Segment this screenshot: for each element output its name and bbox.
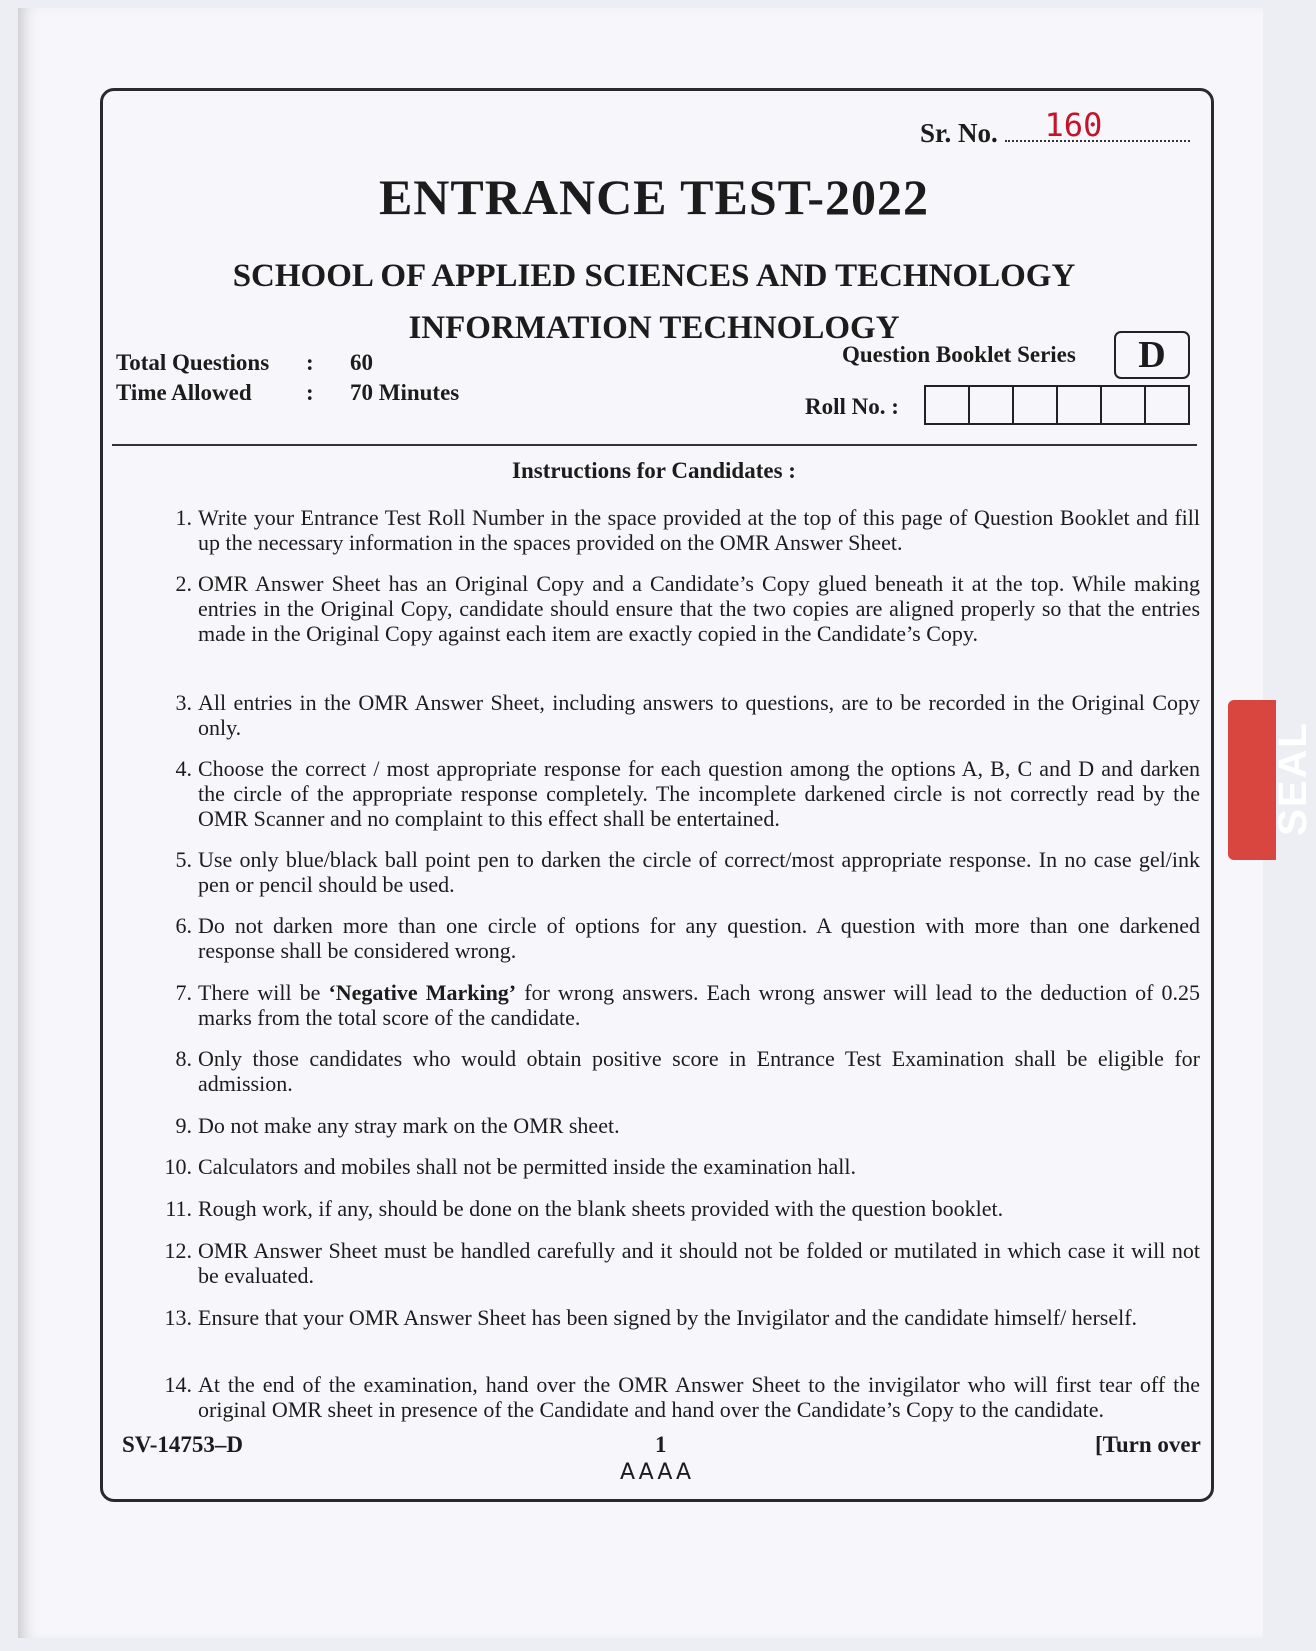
instruction-number: 3.	[175, 690, 192, 715]
roll-number-label: Roll No. :	[805, 394, 899, 419]
instruction-number: 13.	[164, 1305, 192, 1330]
instruction-text: Do not darken more than one circle of options for any question. A question with more than one darkened response shall be considered wrong.	[198, 913, 1200, 963]
instruction-text: Rough work, if any, should be done on the blank sheets provided with the question booklet.	[198, 1196, 1004, 1221]
negative-marking-emphasis: ‘Negative Marking’	[328, 980, 517, 1005]
serial-number	[920, 106, 1190, 149]
instruction-text: All entries in the OMR Answer Sheet, including answers to questions, are to be recorded in the Original Copy only.	[198, 690, 1200, 740]
instruction-text: Use only blue/black ball point pen to darken the circle of correct/most appropriate response. In no case gel/ink pen or pencil should be used.	[198, 847, 1200, 897]
instruction-item	[150, 1238, 1200, 1288]
instruction-number: 10.	[164, 1154, 192, 1179]
time-allowed-value: 70 Minutes	[350, 380, 460, 405]
time-allowed-label: Time Allowed	[116, 380, 252, 405]
instruction-number: 5.	[175, 847, 192, 872]
serial-number-line	[1005, 106, 1190, 144]
instruction-text: OMR Answer Sheet must be handled carefully and it should not be folded or mutilated in which case it will not be evaluated.	[198, 1238, 1200, 1288]
instruction-number: 4.	[175, 756, 192, 781]
roll-digit-box[interactable]	[1102, 387, 1146, 423]
instruction-number: 8.	[175, 1046, 192, 1071]
instructions-heading: Instructions for Candidates :	[512, 458, 796, 483]
roll-digit-box[interactable]	[1014, 387, 1058, 423]
instruction-number: 2.	[175, 571, 192, 596]
divider	[112, 444, 1197, 446]
instruction-text: Choose the correct / most appropriate response for each question among the options A, B, C and D and darken the circle of the appropriate response completely. The incomplete darkened circle is not correctly read by the OMR Scanner and no complaint to this effect shall be entertained.	[198, 756, 1200, 831]
series-marks: AAAA	[620, 1460, 695, 1485]
roll-digit-box[interactable]	[926, 387, 970, 423]
instruction-number: 9.	[175, 1113, 192, 1138]
instruction-item	[150, 505, 1200, 555]
roll-digit-box[interactable]	[970, 387, 1014, 423]
instruction-item	[150, 571, 1200, 646]
instruction-item	[150, 756, 1200, 831]
turn-over-label: [Turn over	[1095, 1432, 1201, 1457]
instruction-text-pre: There will be	[198, 980, 329, 1005]
instruction-item	[150, 847, 1200, 897]
instruction-item	[150, 1305, 1200, 1330]
series-box: D	[1114, 331, 1190, 379]
seal-text: SEAL	[1270, 721, 1315, 836]
time-allowed	[116, 380, 459, 406]
instruction-number: 1.	[175, 505, 192, 530]
instruction-text: At the end of the examination, hand over the OMR Answer Sheet to the invigilator who will first tear off the original OMR sheet in presence of the Candidate and hand over the Candidate’s Copy to the candidate.	[198, 1372, 1200, 1422]
instruction-number: 11.	[165, 1196, 192, 1221]
colon: :	[306, 380, 314, 405]
page-number: 1	[655, 1432, 667, 1457]
roll-number-boxes[interactable]	[924, 385, 1190, 425]
roll-digit-box[interactable]	[1058, 387, 1102, 423]
booklet-code: SV-14753–D	[122, 1432, 243, 1457]
instruction-text: Only those candidates who would obtain positive score in Entrance Test Examination shall be eligible for admission.	[198, 1046, 1200, 1096]
department-name: INFORMATION TECHNOLOGY	[408, 310, 900, 346]
instruction-number: 7.	[175, 980, 192, 1005]
colon: :	[306, 350, 314, 375]
instruction-text: OMR Answer Sheet has an Original Copy and a Candidate’s Copy glued beneath it at the top. While making entries in the Original Copy, candidate should ensure that the two copies are aligned properly so that the entries made in the Original Copy against each item are exactly copied in the Candidate’s Copy.	[198, 571, 1200, 646]
series-label: Question Booklet Series	[842, 342, 1076, 367]
roll-digit-box[interactable]	[1146, 387, 1188, 423]
instruction-text: Calculators and mobiles shall not be permitted inside the examination hall.	[198, 1154, 857, 1179]
instruction-item	[150, 1372, 1200, 1422]
total-questions-value: 60	[350, 350, 373, 375]
instruction-text: Do not make any stray mark on the OMR sheet.	[198, 1113, 620, 1138]
total-questions	[116, 350, 373, 376]
school-name: SCHOOL OF APPLIED SCIENCES AND TECHNOLOGY	[232, 258, 1076, 294]
instruction-item	[150, 913, 1200, 963]
instruction-number: 12.	[164, 1238, 192, 1263]
page-title: ENTRANCE TEST-2022	[378, 169, 930, 225]
instruction-item	[150, 690, 1200, 740]
instruction-item	[150, 980, 1200, 1030]
instruction-number: 6.	[175, 913, 192, 938]
instruction-text: Ensure that your OMR Answer Sheet has been signed by the Invigilator and the candidate himself/ herself.	[198, 1305, 1138, 1330]
instruction-text-post: for wrong answers. Each wrong answer will lead to the deduction of 0.25 marks from the total score of the candidate.	[198, 980, 1200, 1030]
instruction-item	[150, 1113, 1200, 1138]
serial-number-label: Sr. No.	[920, 118, 998, 148]
serial-number-value: 160	[1044, 106, 1103, 144]
instruction-item	[150, 1196, 1200, 1221]
instruction-text	[192, 980, 1200, 1030]
instruction-number: 14.	[164, 1372, 192, 1397]
instruction-text: Write your Entrance Test Roll Number in the space provided at the top of this page of Question Booklet and fill up the necessary information in the spaces provided on the OMR Answer Sheet.	[198, 505, 1200, 555]
total-questions-label: Total Questions	[116, 350, 270, 375]
seal-tab	[1228, 700, 1315, 860]
instruction-item	[150, 1046, 1200, 1096]
instruction-item	[150, 1154, 1200, 1179]
